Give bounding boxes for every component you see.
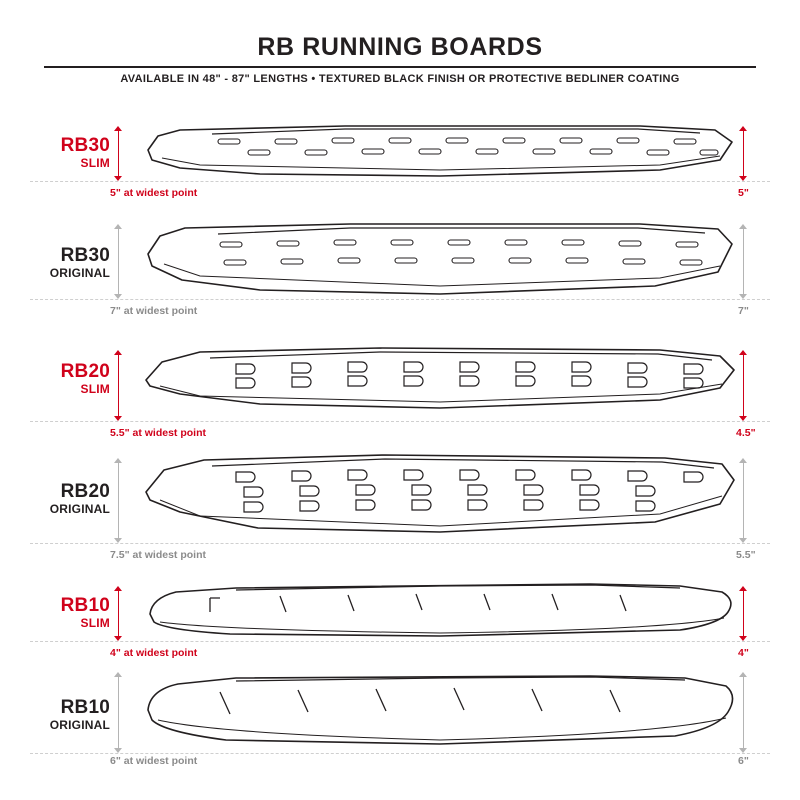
dim-bar-left [118, 462, 119, 538]
baseline-dashed [30, 543, 770, 544]
dim-bar-left [118, 590, 119, 636]
board-graphic-rb20-original [140, 450, 740, 542]
header-divider [44, 66, 756, 68]
model-name: RB10 [60, 595, 110, 616]
height-label: 7" [738, 305, 749, 317]
height-label: 4.5" [736, 427, 756, 439]
model-name: RB10 [60, 697, 110, 718]
variant-name: ORIGINAL [49, 718, 110, 732]
height-label: 4" [738, 647, 749, 659]
model-name: RB30 [60, 135, 110, 156]
dim-bar-right [743, 676, 744, 748]
variant-name: SLIM [80, 616, 110, 630]
dim-bar-left [118, 228, 119, 294]
header-subtitle: AVAILABLE IN 48" - 87" LENGTHS • TEXTURED BLACK FINISH OR PROTECTIVE BEDLINER COATING [120, 73, 680, 85]
dim-arrow-down-right [739, 294, 747, 299]
width-label: 7" at widest point [110, 305, 198, 317]
dim-arrow-down-right [739, 176, 747, 181]
label-rb10-original [10, 698, 110, 732]
baseline-dashed [30, 641, 770, 642]
board-graphic-rb20-slim [140, 344, 740, 420]
board-graphic-rb10-original [140, 668, 740, 752]
label-rb30-original [10, 246, 110, 280]
width-label: 7.5" at widest point [110, 549, 206, 561]
label-rb20-original [10, 482, 110, 516]
width-label: 5" at widest point [110, 187, 198, 199]
dim-arrow-down-right [739, 636, 747, 641]
dim-bar-right [743, 228, 744, 294]
dim-bar-left [118, 130, 119, 176]
variant-name: SLIM [80, 156, 110, 170]
variant-name: ORIGINAL [49, 502, 110, 516]
board-graphic-rb10-slim [140, 578, 740, 640]
board-graphic-rb30-slim [140, 120, 740, 182]
dim-bar-right [743, 354, 744, 416]
width-label: 4" at widest point [110, 647, 198, 659]
width-label: 5.5" at widest point [110, 427, 206, 439]
dim-bar-right [743, 462, 744, 538]
label-rb30-slim [10, 136, 110, 170]
baseline-dashed [30, 753, 770, 754]
board-graphic-rb30-original [140, 216, 740, 302]
dim-bar-right [743, 130, 744, 176]
dim-bar-left [118, 676, 119, 748]
height-label: 5.5" [736, 549, 756, 561]
baseline-dashed [30, 421, 770, 422]
height-label: 5" [738, 187, 749, 199]
dim-arrow-down-right [739, 748, 747, 753]
dim-arrow-down-right [739, 416, 747, 421]
model-name: RB20 [60, 361, 110, 382]
height-label: 6" [738, 755, 749, 767]
variant-name: SLIM [80, 382, 110, 396]
label-rb10-slim [10, 596, 110, 630]
header [0, 0, 800, 85]
dim-arrow-down-right [739, 538, 747, 543]
dim-bar-right [743, 590, 744, 636]
label-rb20-slim [10, 362, 110, 396]
model-name: RB30 [60, 245, 110, 266]
variant-name: ORIGINAL [49, 266, 110, 280]
model-name: RB20 [60, 481, 110, 502]
dim-bar-left [118, 354, 119, 416]
page-title: RB RUNNING BOARDS [257, 33, 543, 61]
width-label: 6" at widest point [110, 755, 198, 767]
